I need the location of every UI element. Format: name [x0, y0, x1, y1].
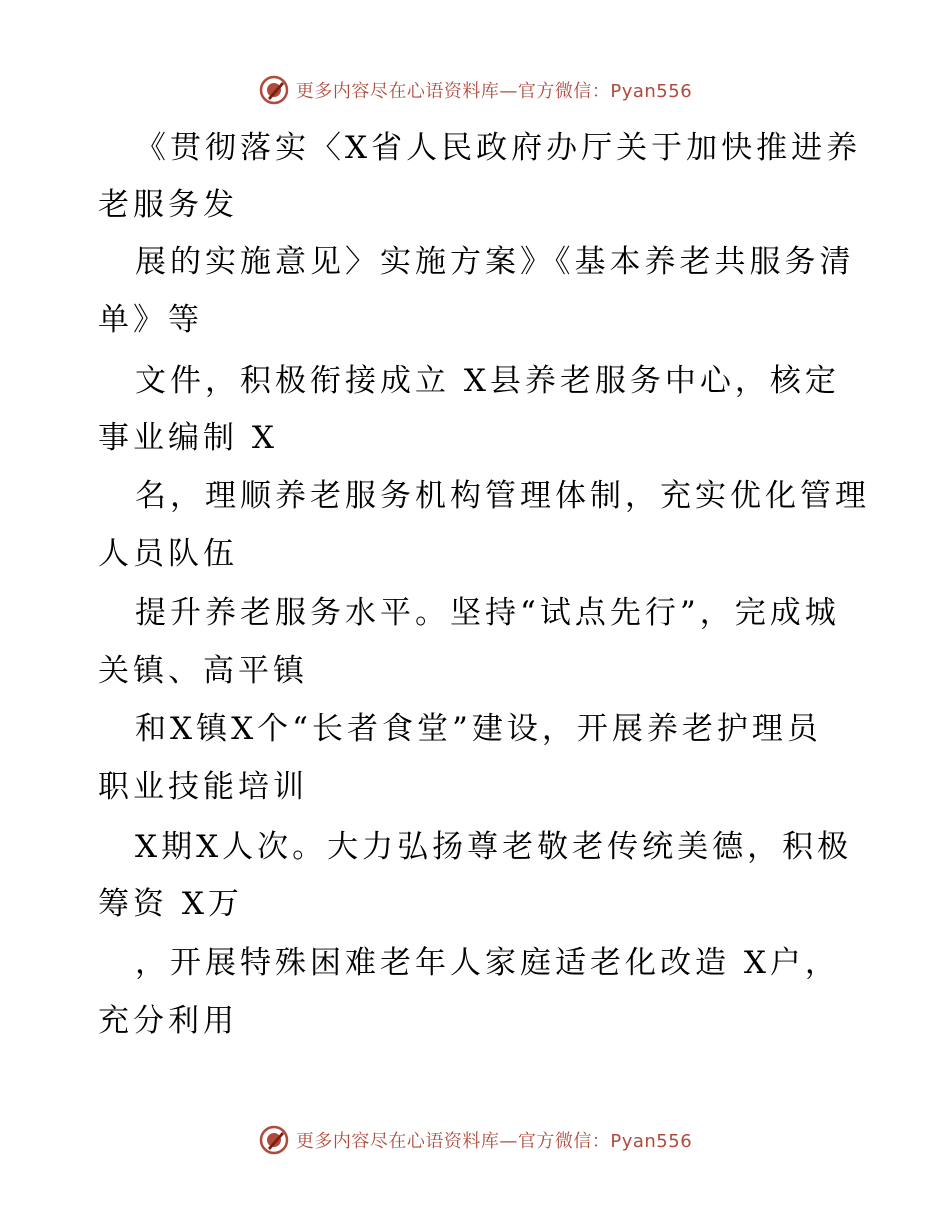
text-line: 名，理顺养老服务机构管理体制，充实优化管理 [135, 478, 870, 514]
text-line: 和X镇X个“长者食堂”建设，开展养老护理员 [135, 711, 822, 747]
text-line: 人员队伍 [98, 536, 238, 572]
text-line: 关镇、高平镇 [98, 653, 308, 689]
text-line: 单》等 [98, 302, 203, 338]
text-line: 事业编制 X [98, 420, 278, 456]
text-line: 文件，积极衔接成立 X县养老服务中心，核定 [135, 363, 840, 399]
pen-logo-icon [258, 74, 290, 106]
text-line: 展的实施意见〉实施方案》《基本养老共服务清 [135, 244, 855, 280]
text-line: 老服务发 [98, 187, 238, 223]
text-line: 充分利用 [98, 1003, 238, 1039]
text-line: ，开展特殊困难老年人家庭适老化改造 X户， [135, 945, 840, 981]
pen-logo-icon [258, 1124, 290, 1156]
footer-watermark [0, 1120, 950, 1160]
text-line: 职业技能培训 [98, 769, 308, 805]
text-line: 提升养老服务水平。坚持“试点先行”，完成城 [135, 595, 840, 631]
text-line: 筹资 X万 [98, 886, 243, 922]
header-watermark [0, 70, 950, 110]
watermark-text: 更多内容尽在心语资料库—官方微信：Pyan556 [295, 81, 693, 102]
text-line: X期X人次。大力弘扬尊老敬老传统美德，积极 [135, 829, 853, 865]
watermark-text: 更多内容尽在心语资料库—官方微信：Pyan556 [295, 1131, 693, 1152]
text-line: 《贯彻落实〈X省人民政府办厅关于加快推进养 [135, 130, 862, 166]
